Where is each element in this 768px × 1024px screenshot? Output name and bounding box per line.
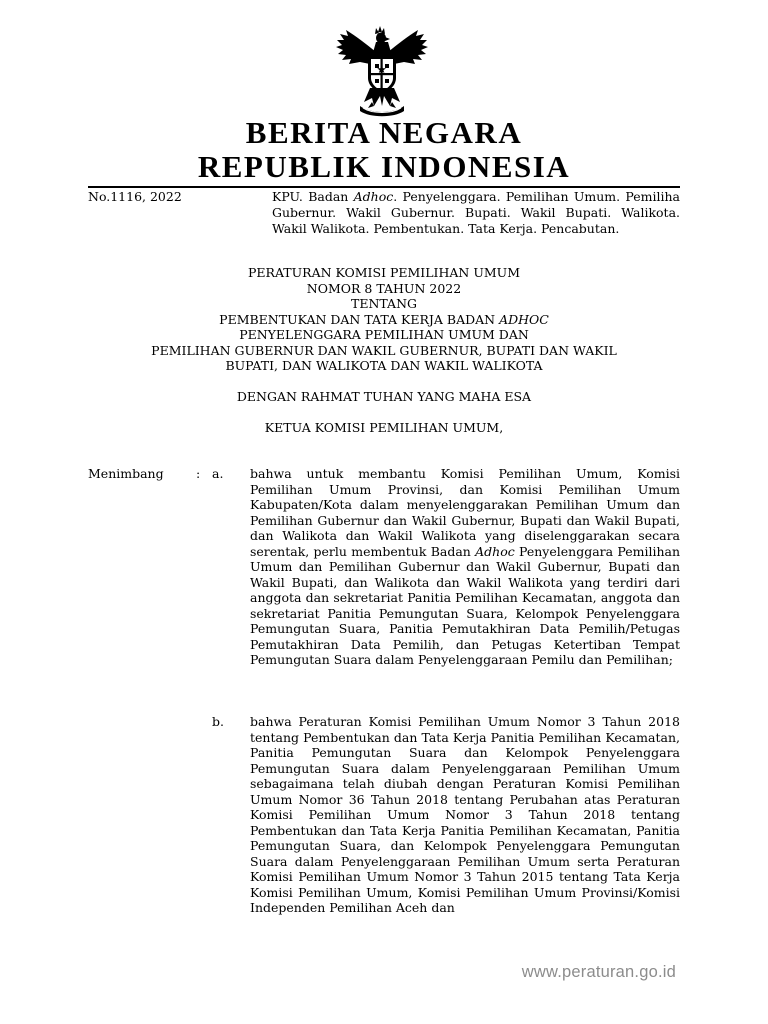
menimbang-label: Menimbang: [88, 466, 164, 481]
regulation-line-6: PEMILIHAN GUBERNUR DAN WAKIL GUBERNUR, BUPATI DAN WAKIL: [151, 342, 617, 358]
regulation-line-7: BUPATI, DAN WALIKOTA DAN WAKIL WALIKOTA: [225, 358, 543, 373]
abstract-italic-term: Adhoc: [353, 189, 394, 204]
invocation: DENGAN RAHMAT TUHAN YANG MAHA ESA: [236, 389, 532, 404]
consideration-item-b: bahwa Peraturan Komisi Pemilihan Umum Nomor 3 Tahun 2018 tentang Pembentukan dan Tata Kerja Panitia Pemilihan Kecamatan, Panitia Pemungutan Suara dan Kelompok Penyelenggara Pemungutan Suara dalam Penyelenggaraan Pemilihan Umum sebagaimana telah diubah dengan Peraturan Komisi Pemilihan Umum Nomor 36 Tahun 2018 tentang Perubahan atas Peraturan Komisi Pemilihan Umum Nomor 3 Tahun 2018 tentang Pembentukan dan Tata Kerja Panitia Pemilihan Kecamatan, Panitia Pemungutan Suara, dan Kelompok Penyelenggara Pemungutan Suara dalam Penyelenggaraan Pemilihan Umum serta Peraturan Komisi Pemilihan Umum Nomor 3 Tahun 2015 tentang Tata Kerja Komisi Pemilihan Umum, Komisi Pemilihan Umum Provinsi/Komisi Independen Pemilihan Aceh dan: [250, 714, 680, 915]
menimbang-colon: :: [196, 466, 201, 481]
masthead-divider: [88, 186, 680, 188]
gazette-number: No.1116, 2022: [88, 189, 182, 204]
garuda-pancasila-emblem-icon: [330, 22, 434, 118]
masthead-line-2: REPUBLIK INDONESIA: [197, 149, 571, 184]
item-letter-b: b.: [212, 714, 224, 729]
authority-line: KETUA KOMISI PEMILIHAN UMUM,: [264, 420, 504, 435]
regulation-title: [80, 265, 688, 374]
consideration-item-a: bahwa untuk membantu Komisi Pemilihan Umum, Komisi Pemilihan Umum Provinsi, dan Komisi Pemilihan Umum Kabupaten/Kota dalam menyelenggarakan Pemilihan Umum dan Pemilihan Gubernur dan Wakil Gubernur, Bupati dan Wakil Bupati, dan Walikota dan Wakil Walikota yang diselenggarakan secara serentak, perlu membentuk Badan Adhoc Penyelenggara Pemilihan Umum dan Pemilihan Gubernur dan Wakil Gubernur, Bupati dan Wakil Bupati, dan Walikota dan Wakil Walikota yang terdiri dari anggota dan sekretariat Panitia Pemilihan Kecamatan, anggota dan sekretariat Panitia Pemungutan Suara, Kelompok Penyelenggara Pemungutan Suara, Panitia Pemutakhiran Data Pemilih/Petugas Pemutakhiran Data Pemilih, dan Petugas Ketertiban Tempat Pemungutan Suara dalam Penyelenggaraan Pemilu dan Pemilihan;: [250, 466, 680, 667]
website-watermark-link[interactable]: www.peraturan.go.id: [521, 963, 676, 981]
regulation-line-3: TENTANG: [350, 296, 417, 311]
masthead-line-1: BERITA NEGARA: [245, 115, 523, 150]
regulation-line-1: PERATURAN KOMISI PEMILIHAN UMUM: [248, 265, 520, 280]
regulation-line-2: NOMOR 8 TAHUN 2022: [306, 280, 462, 296]
regulation-line-5: PENYELENGGARA PEMILIHAN UMUM DAN: [239, 327, 529, 342]
regulation-line-4: PEMBENTUKAN DAN TATA KERJA BADAN ADHOC: [219, 311, 549, 327]
item-letter-a: a.: [212, 466, 224, 481]
abstract-keywords: KPU. Badan Adhoc. Penyelenggara. Pemilihan Umum. Pemiliha Gubernur. Wakil Gubernur. Bupati. Wakil Bupati. Walikota. Wakil Walikota. Pembentukan. Tata Kerja. Pencabutan.: [272, 189, 680, 236]
